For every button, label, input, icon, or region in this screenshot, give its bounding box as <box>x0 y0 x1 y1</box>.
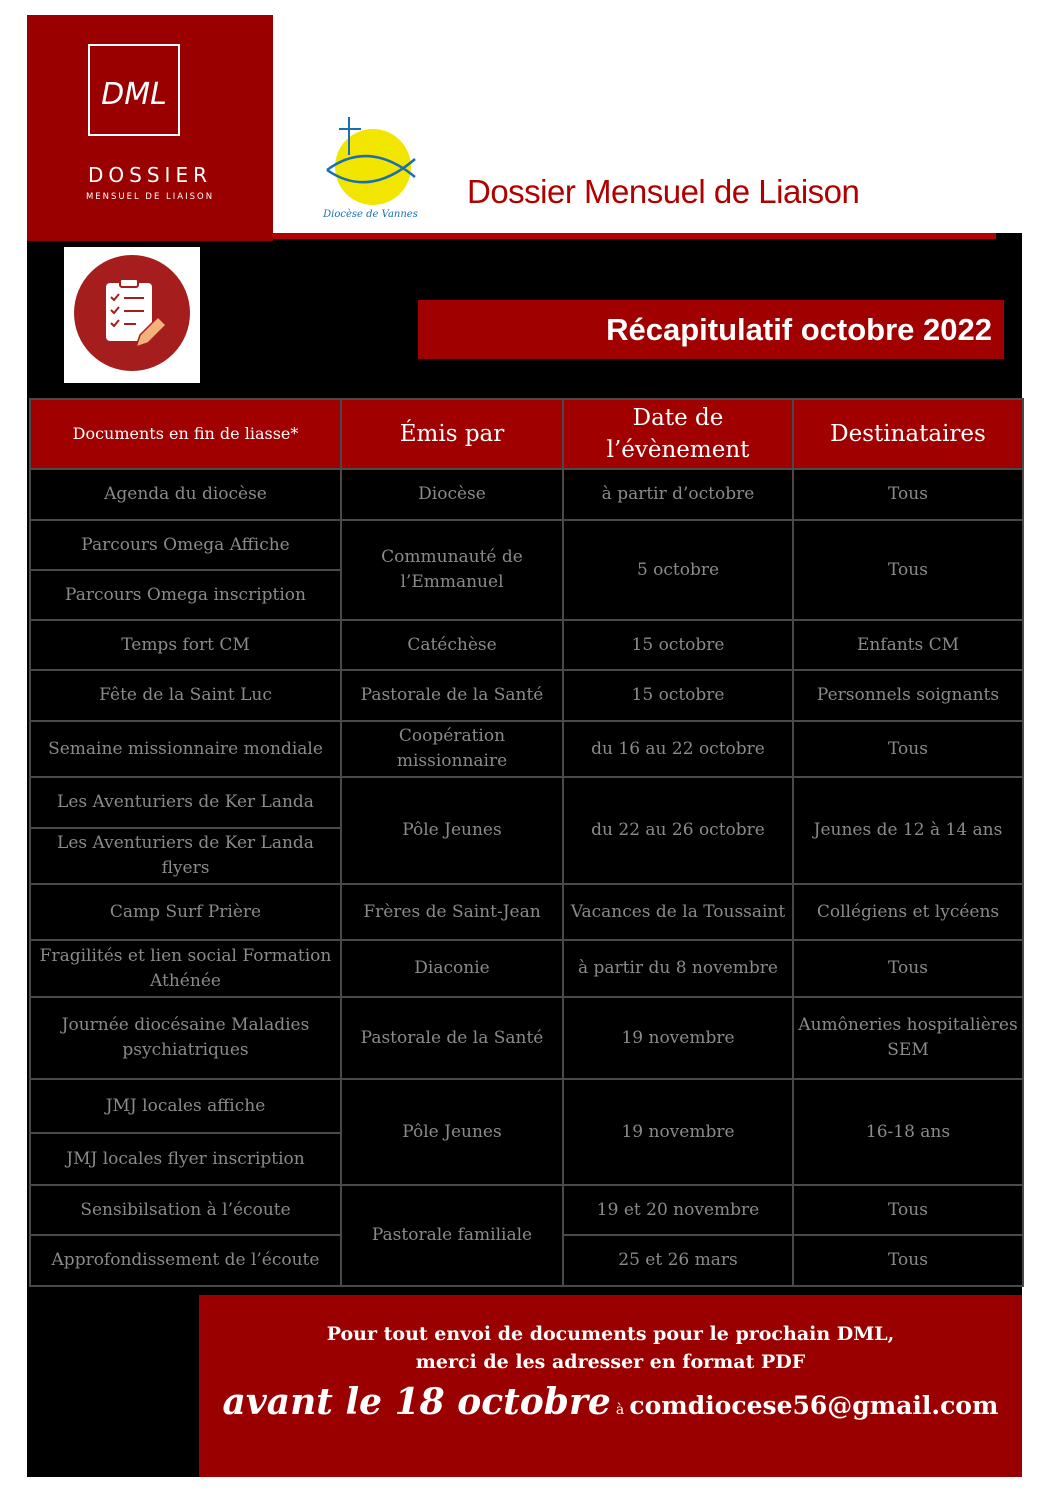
cell-document: Parcours Omega Affiche <box>30 520 341 570</box>
cell-emis-par: Diocèse <box>341 469 563 520</box>
cell-destinataires: Jeunes de 12 à 14 ans <box>793 777 1023 884</box>
cell-date: Vacances de la Toussaint <box>563 884 793 940</box>
footer-email-link[interactable]: comdiocese56@gmail.com <box>629 1391 999 1420</box>
footer-line-3 <box>199 1381 1022 1423</box>
cell-destinataires: Tous <box>793 520 1023 620</box>
cell-date: du 16 au 22 octobre <box>563 721 793 777</box>
header-divider <box>273 233 996 239</box>
cell-emis-par: Diaconie <box>341 940 563 997</box>
svg-text:DML: DML <box>101 77 167 112</box>
cell-date: du 22 au 26 octobre <box>563 777 793 884</box>
cell-date: 5 octobre <box>563 520 793 620</box>
cell-emis-par: Catéchèse <box>341 620 563 670</box>
cell-emis-par: Pastorale familiale <box>341 1185 563 1286</box>
table-row <box>30 940 1023 997</box>
cell-document: Fragilités et lien social Formation Athénée <box>30 940 341 997</box>
recap-table <box>29 398 1024 1287</box>
cell-document: Parcours Omega inscription <box>30 570 341 620</box>
cell-document: Sensibilsation à l’écoute <box>30 1185 341 1235</box>
checklist-icon-box <box>64 247 200 383</box>
cell-destinataires: Tous <box>793 940 1023 997</box>
cell-emis-par: Frères de Saint-Jean <box>341 884 563 940</box>
cell-date: 15 octobre <box>563 620 793 670</box>
cell-document: Camp Surf Prière <box>30 884 341 940</box>
logo-subtitle: MENSUEL DE LIAISON <box>85 192 215 202</box>
cell-date: à partir d’octobre <box>563 469 793 520</box>
cell-document: Agenda du diocèse <box>30 469 341 520</box>
cell-emis-par: Pastorale de la Santé <box>341 997 563 1079</box>
column-header-destinataires: Destinataires <box>793 399 1023 469</box>
cell-destinataires: Enfants CM <box>793 620 1023 670</box>
cell-destinataires: Tous <box>793 721 1023 777</box>
cell-document: Les Aventuriers de Ker Landa flyers <box>30 828 341 884</box>
recap-title: Récapitulatif octobre 2022 <box>418 300 1004 359</box>
cell-emis-par: Pastorale de la Santé <box>341 670 563 721</box>
cell-document: Approfondissement de l’écoute <box>30 1235 341 1286</box>
table-header-row <box>30 399 1023 469</box>
table-row <box>30 620 1023 670</box>
cell-destinataires: Collégiens et lycéens <box>793 884 1023 940</box>
cell-date: 25 et 26 mars <box>563 1235 793 1286</box>
cell-emis-par: Pôle Jeunes <box>341 1079 563 1185</box>
cell-emis-par: Communauté de l’Emmanuel <box>341 520 563 620</box>
table-row <box>30 469 1023 520</box>
footer-line-2: merci de les adresser en format PDF <box>415 1351 806 1373</box>
table-row <box>30 997 1023 1079</box>
checklist-pencil-icon <box>74 255 190 371</box>
column-header-emis-par: Émis par <box>341 399 563 469</box>
cell-date: 19 et 20 novembre <box>563 1185 793 1235</box>
table-row <box>30 884 1023 940</box>
dml-logo-mark-icon <box>92 76 176 116</box>
table-row <box>30 721 1023 777</box>
cell-destinataires: Tous <box>793 1185 1023 1235</box>
cell-document: Temps fort CM <box>30 620 341 670</box>
cell-destinataires: 16-18 ans <box>793 1079 1023 1185</box>
page-title: Dossier Mensuel de Liaison <box>467 173 860 210</box>
logo-title: DOSSIER <box>88 163 212 187</box>
cell-document: Journée diocésaine Maladies psychiatriques <box>30 997 341 1079</box>
footer-line-1: Pour tout envoi de documents pour le prochain DML, <box>326 1323 895 1345</box>
cell-document: Semaine missionnaire mondiale <box>30 721 341 777</box>
table-row <box>30 520 1023 570</box>
cell-date: 19 novembre <box>563 997 793 1079</box>
diocese-caption: Diocèse de Vannes <box>323 209 418 220</box>
cell-date: à partir du 8 novembre <box>563 940 793 997</box>
footer-a: à <box>615 1402 625 1418</box>
table-row <box>30 1079 1023 1133</box>
cell-destinataires: Aumôneries hospitalières SEM <box>793 997 1023 1079</box>
column-header-documents: Documents en fin de liasse* <box>30 399 341 469</box>
page <box>27 15 1022 1477</box>
cell-document: Les Aventuriers de Ker Landa <box>30 777 341 828</box>
dml-logo-frame <box>88 44 180 136</box>
cell-document: JMJ locales flyer inscription <box>30 1133 341 1185</box>
table-row <box>30 1185 1023 1235</box>
cell-destinataires: Personnels soignants <box>793 670 1023 721</box>
cell-destinataires: Tous <box>793 469 1023 520</box>
table-row <box>30 777 1023 828</box>
table-row <box>30 670 1023 721</box>
footer-notice <box>199 1295 1022 1477</box>
cell-document: JMJ locales affiche <box>30 1079 341 1133</box>
cell-destinataires: Tous <box>793 1235 1023 1286</box>
column-header-date: Date de l’évènement <box>563 399 793 469</box>
cell-date: 15 octobre <box>563 670 793 721</box>
cell-emis-par: Pôle Jeunes <box>341 777 563 884</box>
dml-logo <box>27 15 273 241</box>
cell-document: Fête de la Saint Luc <box>30 670 341 721</box>
cell-date: 19 novembre <box>563 1079 793 1185</box>
footer-deadline: avant le 18 octobre <box>222 1381 611 1423</box>
cell-emis-par: Coopération missionnaire <box>341 721 563 777</box>
